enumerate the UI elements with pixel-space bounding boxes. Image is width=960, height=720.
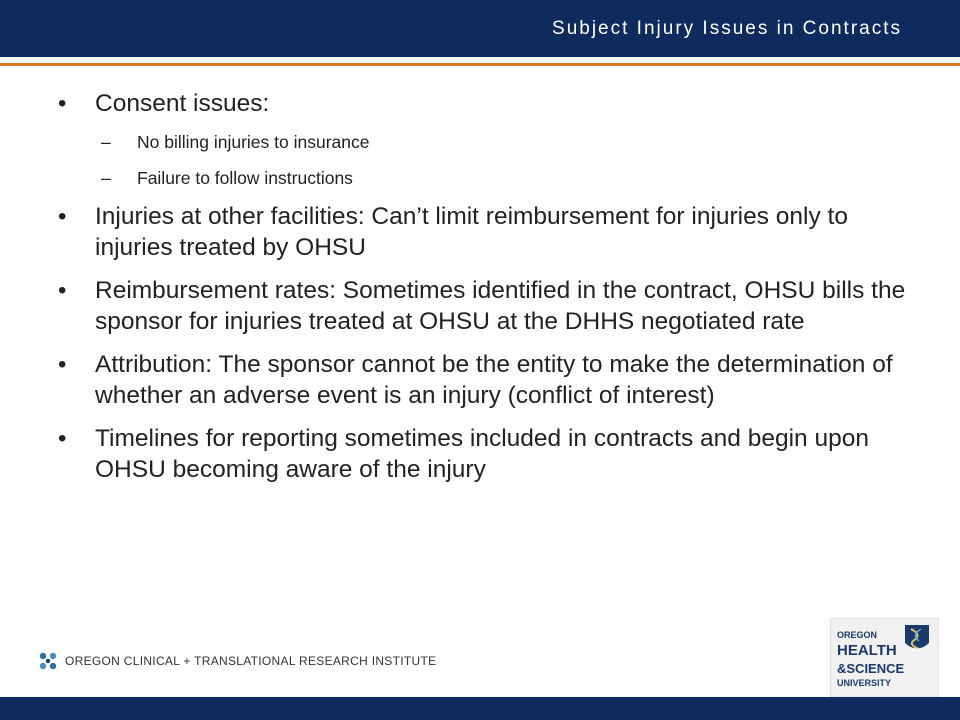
bullet-text: Reimbursement rates: Sometimes identified in the contract, OHSU bills the sponsor for injuries treated at OHSU at the DHHS negotiated rate bbox=[95, 277, 906, 335]
bullet-text: Injuries at other facilities: Can’t limit reimbursement for injuries only to injuries treated by OHSU bbox=[95, 203, 848, 261]
bullet-text: Attribution: The sponsor cannot be the entity to make the determination of whether an adverse event is an injury (conflict of interest) bbox=[95, 351, 893, 409]
bullet-item bbox=[58, 88, 908, 119]
bullet-text: Timelines for reporting sometimes included in contracts and begin upon OHSU becoming aware of the injury bbox=[95, 425, 869, 483]
ohsu-logo-line: UNIVERSITY bbox=[837, 678, 892, 688]
octri-label: OREGON CLINICAL + TRANSLATIONAL RESEARCH INSTITUTE bbox=[65, 654, 437, 668]
octri-logo-icon bbox=[37, 650, 59, 672]
ohsu-logo bbox=[830, 618, 939, 697]
sub-bullet-item: – No billing injuries to insurance bbox=[95, 131, 908, 153]
sub-list bbox=[58, 131, 908, 189]
ohsu-logo-line: HEALTH bbox=[837, 642, 897, 659]
ohsu-logo-line: OREGON bbox=[837, 630, 878, 640]
slide-title: Subject Injury Issues in Contracts bbox=[552, 18, 902, 39]
header-bar bbox=[0, 0, 960, 57]
bullet-item bbox=[58, 275, 908, 337]
bullet-text: Consent issues: bbox=[95, 90, 270, 117]
octri-logo bbox=[37, 650, 436, 672]
sub-bullet-item: – Failure to follow instructions bbox=[95, 167, 908, 189]
ohsu-logo-line: &SCIENCE bbox=[837, 661, 905, 676]
footer-bar bbox=[0, 697, 960, 720]
ohsu-badge-label: OHSU bbox=[909, 648, 925, 654]
bullet-item bbox=[58, 423, 908, 485]
bullet-item bbox=[58, 349, 908, 411]
ohsu-crest-icon bbox=[903, 623, 931, 655]
slide-content bbox=[58, 88, 908, 497]
bullet-item bbox=[58, 201, 908, 263]
header-accent-rule bbox=[0, 63, 960, 66]
